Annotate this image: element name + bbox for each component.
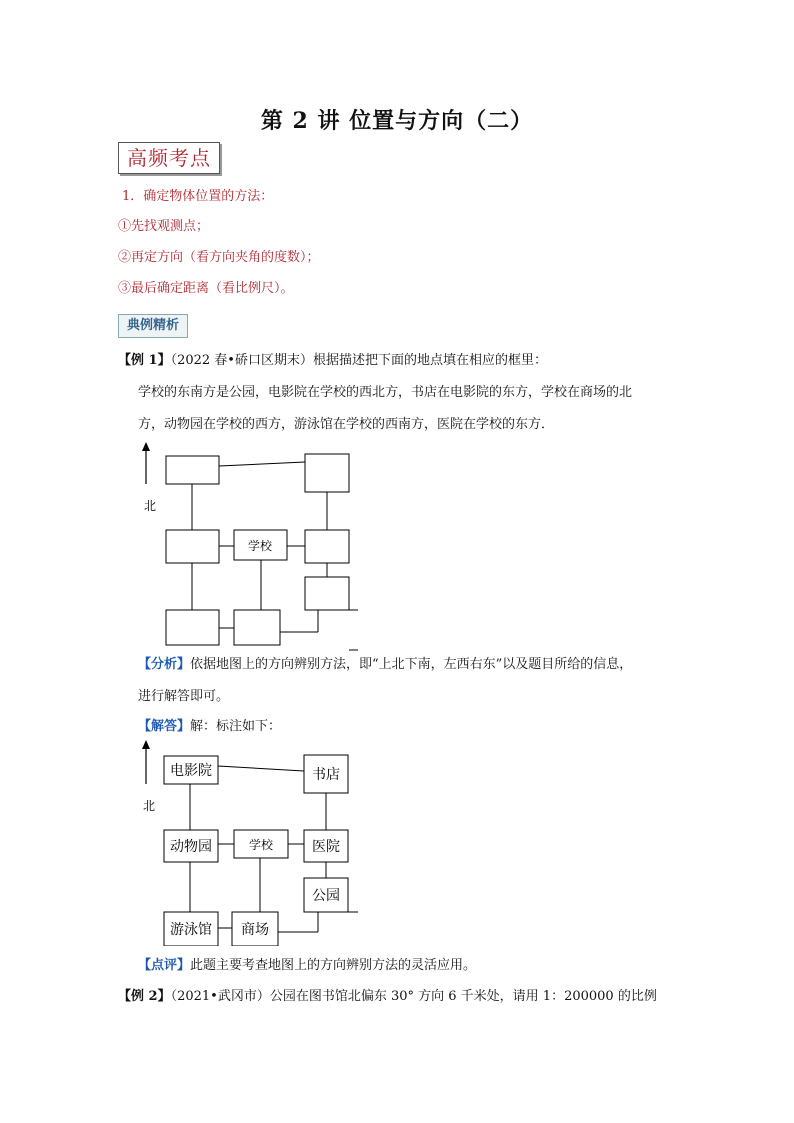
points-step3: ③最后确定距离（看比例尺）。 — [118, 281, 294, 296]
box-northwest — [166, 456, 219, 484]
comment-label: 【点评】 — [138, 958, 191, 973]
comment-text: 此题主要考查地图上的方向辨别方法的灵活应用。 — [190, 958, 477, 973]
points-step2: ②再定方向（看方向夹角的度数）； — [118, 250, 320, 265]
box-south — [234, 610, 280, 645]
answer-north-arrow-head — [142, 740, 150, 749]
example2-label: 【例 2】 — [118, 989, 171, 1004]
question-map — [130, 440, 360, 652]
answer-line — [138, 718, 281, 736]
example1-source: （2022 春•硚口区期末） — [170, 353, 313, 368]
analysis-label: 【分析】 — [138, 657, 191, 672]
analysis-line2: 进行解答即可。 — [138, 689, 230, 704]
example-tag-label: 典例精析 — [126, 318, 179, 333]
hospital-label: 医院 — [312, 839, 340, 855]
points-step1: ①先找观测点； — [118, 219, 210, 234]
answer-map — [130, 738, 360, 946]
zoo-label: 动物园 — [170, 839, 212, 855]
example2-text: （2021•武冈市）公园在图书馆北偏东 30° 方向 6 千米处，请用 1：200000 的比例 — [170, 989, 657, 1004]
example1-question — [118, 352, 547, 370]
example1-desc-line2: 方，动物园在学校的西方，游泳馆在学校的西南方，医院在学校的东方． — [138, 417, 555, 432]
north-label: 北 — [144, 499, 157, 513]
bookstore-label: 书店 — [312, 767, 340, 783]
mall-label: 商场 — [241, 922, 269, 938]
box-east — [305, 530, 349, 563]
park-label: 公园 — [312, 888, 340, 904]
example1-desc-line1: 学校的东南方是公园，电影院在学校的西北方，书店在电影院的东方，学校在商场的北 — [138, 385, 633, 400]
box-southwest — [166, 610, 219, 645]
answer-label: 【解答】 — [138, 719, 191, 734]
analysis-text1: 依据地图上的方向辨别方法，即“上北下南，左西右东”以及题目所给的信息， — [190, 657, 633, 672]
section-tag — [118, 142, 220, 174]
swimming-label: 游泳馆 — [170, 922, 212, 938]
example2-line — [118, 988, 657, 1006]
comment-line — [138, 957, 476, 975]
answer-north-label: 北 — [143, 799, 156, 813]
box-northeast — [305, 454, 349, 492]
answer-text: 解：标注如下： — [190, 719, 282, 734]
answer-school-label: 学校 — [248, 838, 274, 852]
analysis-line1 — [138, 656, 632, 674]
section-tag-label: 高频考点 — [127, 146, 211, 170]
example-tag — [118, 314, 188, 338]
box-southeast — [305, 577, 349, 610]
example1-label: 【例 1】 — [118, 353, 171, 368]
points-heading: 1．确定物体位置的方法： — [122, 189, 274, 204]
page-title: 第 2 讲 位置与方向（二） — [260, 108, 534, 134]
box-west — [166, 530, 219, 563]
school-label: 学校 — [247, 539, 273, 553]
north-arrow-head — [142, 442, 150, 451]
cinema-label: 电影院 — [170, 763, 212, 779]
example1-question-text: 根据描述把下面的地点填在相应的框里： — [312, 353, 547, 368]
